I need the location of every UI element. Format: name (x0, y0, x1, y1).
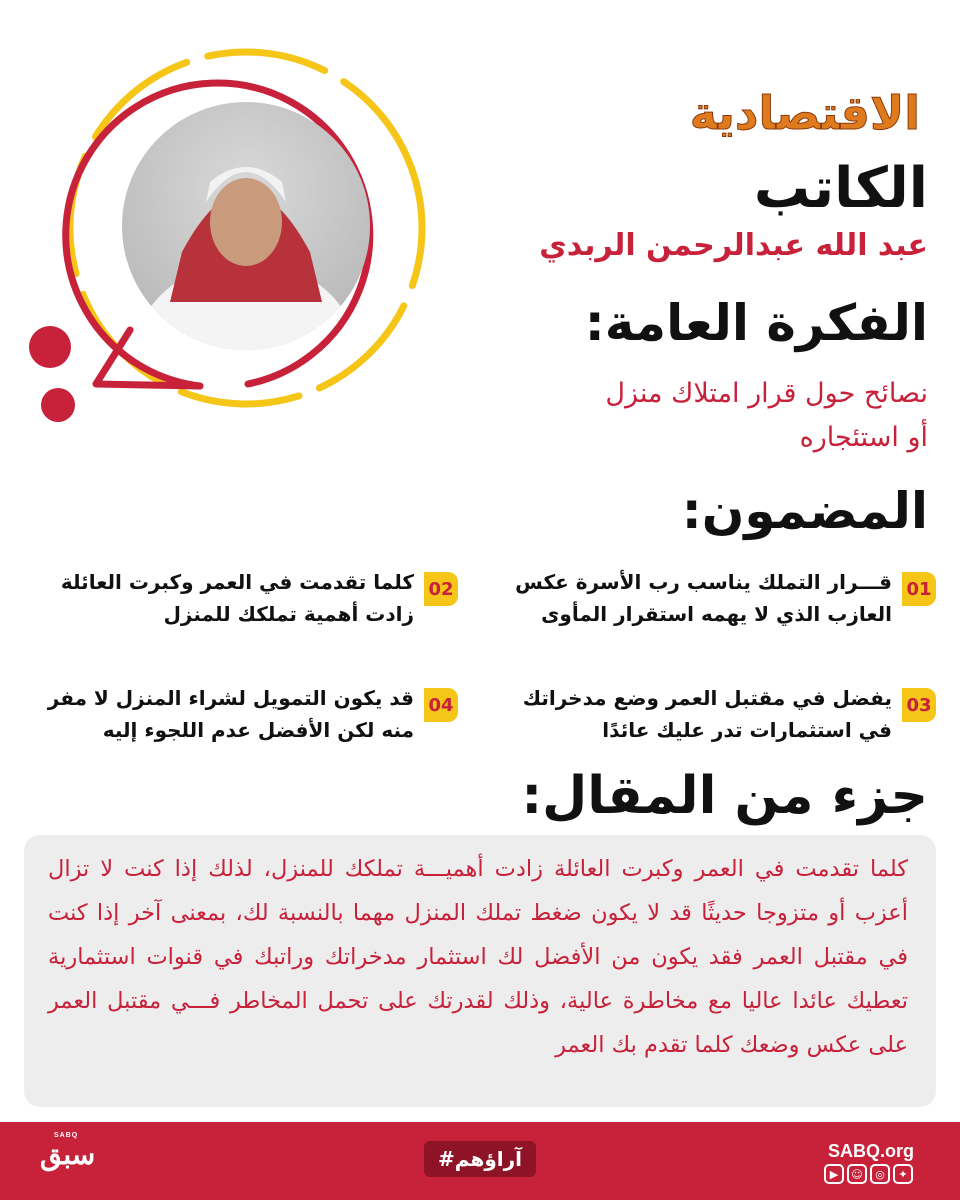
excerpt-heading: جزء من المقال: (521, 766, 928, 826)
snapchat-icon[interactable]: ☺ (847, 1164, 867, 1184)
point-number: 03 (902, 688, 936, 722)
instagram-icon[interactable]: ◎ (870, 1164, 890, 1184)
content-point (506, 682, 936, 762)
content-point (506, 566, 936, 646)
point-number: 04 (424, 688, 458, 722)
brand-text: سبق (40, 1139, 96, 1170)
general-idea-text (408, 372, 928, 460)
youtube-icon[interactable]: ▶ (824, 1164, 844, 1184)
point-number: 02 (424, 572, 458, 606)
sabq-logo (40, 1132, 96, 1171)
general-idea-line-2: أو استئجاره (799, 422, 928, 453)
brand-small-text: SABQ (54, 1132, 79, 1139)
point-text: قـــرار التملك يناسب رب الأسرة عكس العازب الذي لا يهمه استقرار المأوى (515, 570, 892, 626)
writer-photo (122, 102, 370, 350)
writer-label: الكاتب (753, 156, 928, 221)
general-idea-line-1: نصائح حول قرار امتلاك منزل (605, 378, 928, 409)
point-text: يفضل في مقتبل العمر وضع مدخراتك في استثمارات تدر عليك عائدًا (522, 686, 892, 742)
social-icons (824, 1164, 913, 1184)
twitter-icon[interactable]: ✦ (893, 1164, 913, 1184)
content-point (28, 566, 458, 646)
point-text: قد يكون التمويل لشراء المنزل لا مفر منه لكن الأفضل عدم اللجوء إليه (47, 686, 414, 742)
content-heading: المضمون: (681, 482, 928, 540)
excerpt-box (24, 835, 936, 1107)
hashtag-badge[interactable]: #آراؤهم (424, 1141, 536, 1177)
content-point (28, 682, 458, 762)
general-idea-heading: الفكرة العامة: (584, 294, 928, 352)
point-text: كلما تقدمت في العمر وكبرت العائلة زادت أهمية تملكك للمنزل (60, 570, 414, 626)
publisher-logo: الاقتصادية (689, 86, 920, 140)
site-link[interactable]: SABQ.org (828, 1141, 915, 1161)
writer-name: عبد الله عبدالرحمن الربدي (539, 228, 928, 263)
excerpt-text: كلما تقدمت في العمر وكبرت العائلة زادت أهميـــة تملكك للمنزل، لذلك إذا كنت لا تزال أعزب أو متزوجا حديثًا قد لا يكون ضغط تملك المنزل مهما بالنسبة لك، بمعنى آخر إذا كنت في مقتبل العمر فقد يكون من الأفضل لك استثمار مدخراتك وراتبك في قنوات استثمارية تعطيك عائدا عاليا مع مخاطرة عالية، وذلك لقدرتك على تحمل المخاطر فـــي مقتبل العمر على عكس وضعك كلما تقدم بك العمر (48, 856, 908, 1058)
point-number: 01 (902, 572, 936, 606)
person-silhouette-icon (122, 102, 370, 350)
